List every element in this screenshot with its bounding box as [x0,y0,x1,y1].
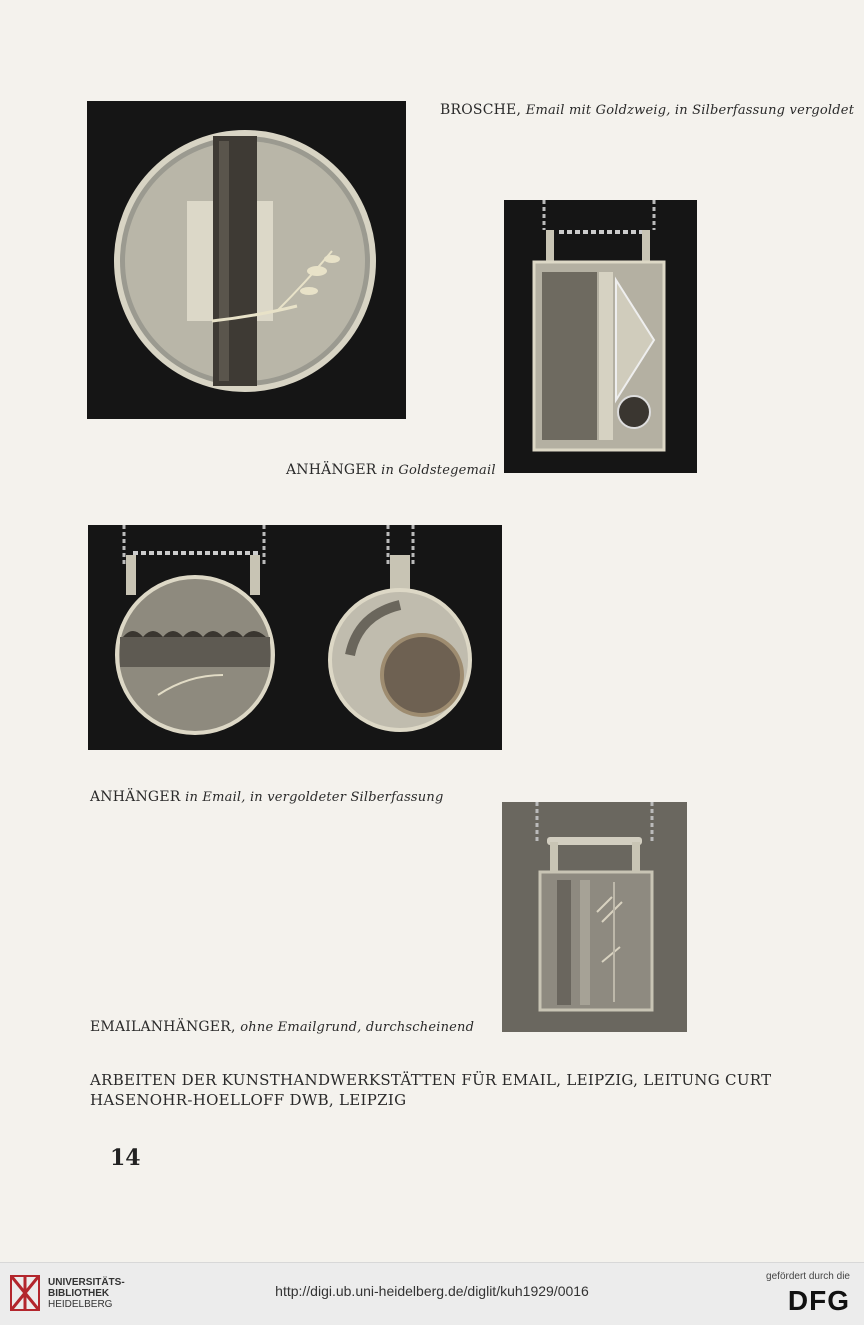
workshop-credit: ARBEITEN DER KUNSTHANDWERKSTÄTTEN FÜR EMAIL, LEIPZIG, LEITUNG CURT HASENOHR-HOELLOFF DWB, LEIPZIG [90,1071,772,1109]
anhaenger1-caption [286,462,496,478]
emailanhaenger-caption-desc: ohne Emailgrund, durchscheinend [240,1020,475,1035]
footer-bar [0,1262,864,1325]
emailanhaenger-caption [90,1019,474,1035]
brooch-photo [87,101,406,419]
dfg-note: gefördert durch die [766,1271,850,1282]
dfg-logo: DFG [787,1285,850,1316]
brosche-caption-title: BROSCHE, [440,102,522,118]
page-number: 14 [110,1145,141,1171]
library-line3: HEIDELBERG [48,1299,113,1310]
anhaenger1-caption-desc: in Goldstegemail [381,463,496,478]
anhaenger2-caption-desc: in Email, in vergoldeter Silberfassung [185,790,444,805]
anhaenger2-caption [90,789,443,805]
brosche-caption [440,102,854,118]
library-line2: BIBLIOTHEK [48,1288,110,1299]
translucent-pendant-photo [502,802,687,1032]
emailanhaenger-caption-title: EMAILANHÄNGER, [90,1019,236,1035]
anhaenger2-caption-title: ANHÄNGER [90,789,181,805]
pendant-goldsteg-photo [504,200,697,473]
two-pendants-photo [88,525,502,750]
library-line1: UNIVERSITÄTS- [48,1277,125,1288]
brosche-caption-desc: Email mit Goldzweig, in Silberfassung vergoldet [525,103,855,118]
permalink-url[interactable]: http://digi.ub.uni-heidelberg.de/diglit/kuh1929/0016 [275,1283,589,1299]
anhaenger1-caption-title: ANHÄNGER [286,462,377,478]
